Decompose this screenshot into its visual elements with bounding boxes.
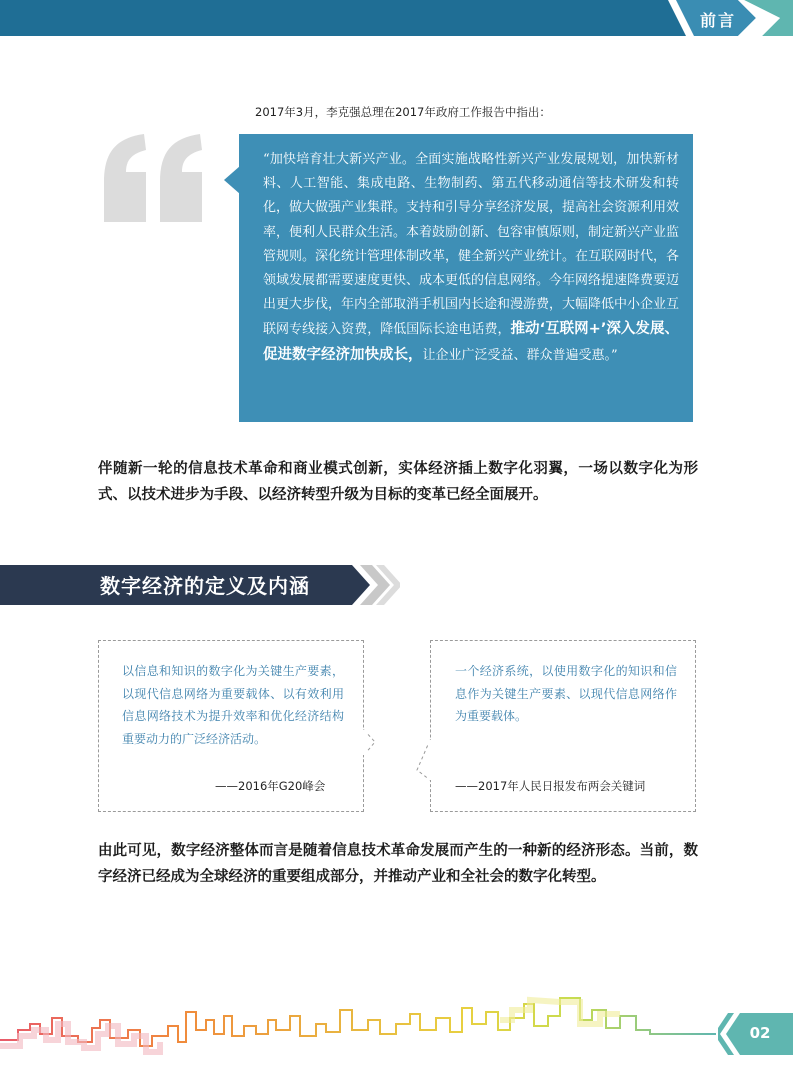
quote-highlight: 推动‘互联网+’深入发展、促进数字经济加快成长， bbox=[263, 321, 679, 363]
quote-box bbox=[239, 134, 693, 422]
definition-connector bbox=[355, 700, 445, 790]
section-title: 数字经济的定义及内涵 bbox=[100, 574, 310, 598]
quote-mark-icon bbox=[96, 132, 216, 227]
quote-pointer bbox=[224, 166, 240, 194]
definition-right-text: 一个经济系统，以使用数字化的知识和信息作为关键生产要素、以现代信息网络作为重要载体。 bbox=[455, 664, 677, 723]
body-paragraph-1: 伴随新一轮的信息技术革命和商业模式创新，实体经济插上数字化羽翼，一场以数字化为形式、以技术进步为手段、以经济转型升级为目标的变革已经全面展开。 bbox=[98, 461, 698, 503]
page-number: 02 bbox=[749, 1024, 771, 1042]
quote-text-end: 让企业广泛受益、群众普遍受惠。” bbox=[422, 347, 618, 363]
definition-left-source: ——2016年G20峰会 bbox=[215, 779, 326, 793]
intro-line: 2017年3月，李克强总理在2017年政府工作报告中指出： bbox=[255, 105, 551, 119]
definition-left-text: 以信息和知识的数字化为关键生产要素，以现代信息网络为重要载体、以有效利用信息网络技术为提升效率和优化经济结构重要动力的广泛经济活动。 bbox=[122, 664, 344, 746]
header-band bbox=[0, 0, 793, 36]
header-title: 前言 bbox=[699, 11, 736, 30]
definition-right-source: ——2017年人民日报发布两会关键词 bbox=[455, 779, 646, 793]
quote-text: “加快培育壮大新兴产业。全面实施战略性新兴产业发展规划，加快新材料、人工智能、集成电路、生物制药、第五代移动通信等技术研发和转化，做大做强产业集群。支持和引导分享经济发展，提高社会资源利用效率，便利人民群众生活。本着鼓励创新、包容审慎原则，制定新兴产业监管规则。深化统计管理体制改革，健全新兴产业统计。在互联网时代，各领域发展都需要速度更快、成本更低的信息网络。今年网络提速降费要迈出更大步伐，年内全部取消手机国内长途和漫游费，大幅降低中小企业互联网专线接入资费，降低国际长途电话费， bbox=[263, 152, 680, 338]
skyline-decoration bbox=[0, 990, 793, 1077]
body-paragraph-2: 由此可见，数字经济整体而言是随着信息技术革命发展而产生的一种新的经济形态。当前，数字经济已经成为全球经济的重要组成部分，并推动产业和全社会的数字化转型。 bbox=[98, 843, 698, 885]
